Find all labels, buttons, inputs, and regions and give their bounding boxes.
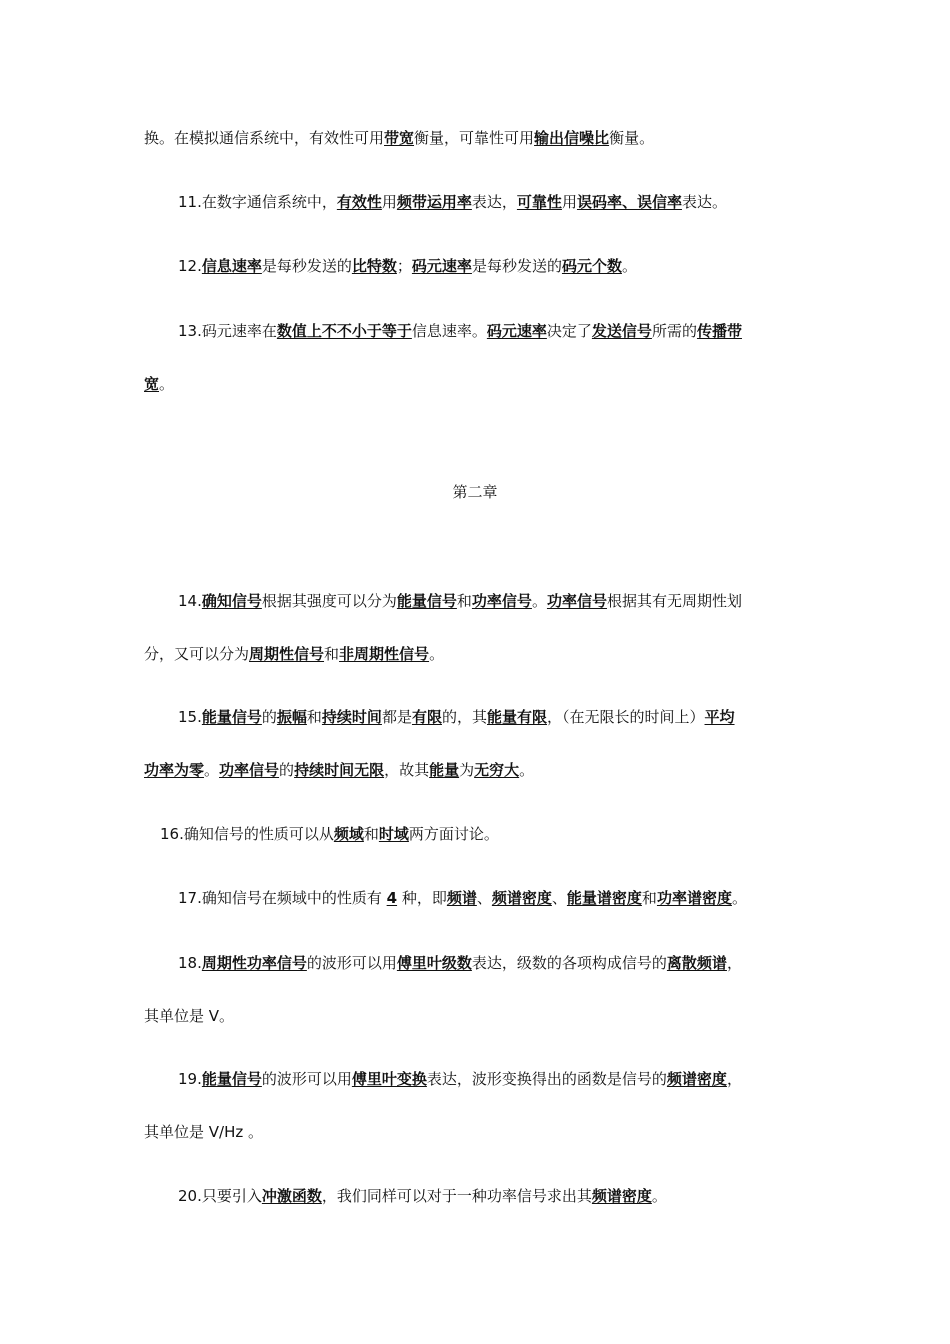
text-segment: 。 bbox=[429, 645, 445, 663]
text-segment: 。 bbox=[531, 592, 547, 610]
key-term: 功率信号 bbox=[471, 592, 532, 610]
text-segment: 表达， bbox=[471, 193, 517, 211]
item-18 bbox=[178, 953, 742, 973]
key-term: 频谱 bbox=[446, 889, 477, 907]
item-14 bbox=[178, 591, 742, 611]
text-segment: 15. bbox=[178, 708, 202, 726]
key-term: 能量信号 bbox=[201, 1070, 262, 1088]
text-segment: 。 bbox=[651, 1187, 667, 1205]
text-segment: 所需的 bbox=[651, 322, 697, 340]
text-segment: 根据其强度可以分为 bbox=[261, 592, 397, 610]
key-term: 能量有限 bbox=[486, 708, 547, 726]
text-segment: 和 bbox=[324, 645, 340, 663]
text-segment: 衡量，可靠性可用 bbox=[414, 129, 535, 147]
text-segment: 的 bbox=[279, 761, 295, 779]
item-11 bbox=[178, 192, 727, 212]
item-19 bbox=[178, 1069, 742, 1089]
key-term: 能量谱密度 bbox=[566, 889, 642, 907]
key-term: 频谱密度 bbox=[491, 889, 552, 907]
key-term: 非周期性信号 bbox=[339, 645, 430, 663]
text-segment: 都是 bbox=[381, 708, 412, 726]
key-term: 冲激函数 bbox=[261, 1187, 322, 1205]
text-segment: 。 bbox=[519, 761, 535, 779]
text-segment: 其单位是 V。 bbox=[144, 1007, 235, 1025]
key-term: 功率为零 bbox=[144, 761, 205, 779]
key-term: 频带运用率 bbox=[396, 193, 472, 211]
text-segment: 17.确知信号在频域中的性质有 bbox=[178, 889, 387, 907]
key-term: 宽 bbox=[144, 375, 160, 393]
text-segment: 和 bbox=[456, 592, 472, 610]
key-term: 功率谱密度 bbox=[656, 889, 732, 907]
key-term: 带宽 bbox=[384, 129, 415, 147]
item-15-cont bbox=[144, 760, 534, 780]
text-segment: ； bbox=[396, 257, 412, 275]
text-segment: 19. bbox=[178, 1070, 202, 1088]
text-segment: 13.码元速率在 bbox=[178, 322, 277, 340]
item-12 bbox=[178, 256, 637, 276]
text-segment: 18. bbox=[178, 954, 202, 972]
key-term: 振幅 bbox=[276, 708, 307, 726]
key-term: 平均 bbox=[704, 708, 735, 726]
item-18-cont bbox=[144, 1006, 234, 1026]
text-segment: 为 bbox=[459, 761, 475, 779]
key-term: 确知信号 bbox=[201, 592, 262, 610]
key-term: 功率信号 bbox=[546, 592, 607, 610]
key-term: 周期性信号 bbox=[249, 645, 325, 663]
key-term: 传播带 bbox=[696, 322, 742, 340]
key-term: 有效性 bbox=[336, 193, 382, 211]
key-term: 能量信号 bbox=[396, 592, 457, 610]
text-segment: 和 bbox=[306, 708, 322, 726]
text-segment: ，故其 bbox=[384, 761, 430, 779]
chapter-heading bbox=[0, 482, 950, 502]
item-13 bbox=[178, 321, 742, 341]
text-segment: 的波形可以用 bbox=[306, 954, 397, 972]
text-segment: 表达，级数的各项构成信号的 bbox=[471, 954, 667, 972]
text-segment: 根据其有无周期性划 bbox=[606, 592, 742, 610]
item-19-cont bbox=[144, 1122, 263, 1142]
text-segment: 的波形可以用 bbox=[261, 1070, 352, 1088]
key-term: 持续时间无限 bbox=[294, 761, 385, 779]
text-segment: 用 bbox=[381, 193, 397, 211]
key-term: 周期性功率信号 bbox=[201, 954, 307, 972]
text-segment: 两方面讨论。 bbox=[408, 825, 499, 843]
text-segment: 决定了 bbox=[546, 322, 592, 340]
text-segment: 的 bbox=[261, 708, 277, 726]
key-term: 频谱密度 bbox=[591, 1187, 652, 1205]
text-segment: 。 bbox=[204, 761, 220, 779]
item-17 bbox=[178, 888, 747, 908]
key-term: 功率信号 bbox=[219, 761, 280, 779]
key-term: 能量 bbox=[429, 761, 460, 779]
item-20 bbox=[178, 1186, 667, 1206]
text-segment: ，（在无限长的时间上） bbox=[547, 708, 705, 726]
text-segment: 、 bbox=[551, 889, 567, 907]
key-term: 离散频谱 bbox=[666, 954, 727, 972]
text-segment: ， bbox=[726, 1070, 742, 1088]
key-term: 信息速率 bbox=[201, 257, 262, 275]
text-segment: 衡量。 bbox=[609, 129, 655, 147]
key-term: 无穷大 bbox=[474, 761, 520, 779]
key-term: 能量信号 bbox=[201, 708, 262, 726]
text-segment: ， bbox=[726, 954, 742, 972]
key-term: 输出信噪比 bbox=[534, 129, 610, 147]
key-term: 傅里叶级数 bbox=[396, 954, 472, 972]
key-term: 数值上不不小于等于 bbox=[276, 322, 412, 340]
text-segment: 。 bbox=[731, 889, 747, 907]
text-segment: ，我们同样可以对于一种功率信号求出其 bbox=[321, 1187, 592, 1205]
text-segment: 表达，波形变换得出的函数是信号的 bbox=[426, 1070, 667, 1088]
key-term: 码元速率 bbox=[411, 257, 472, 275]
text-segment: 。 bbox=[159, 375, 175, 393]
key-term: 比特数 bbox=[351, 257, 397, 275]
item-13-cont bbox=[144, 374, 174, 394]
item-16 bbox=[160, 824, 499, 844]
text-segment: 16.确知信号的性质可以从 bbox=[160, 825, 334, 843]
key-term: 持续时间 bbox=[321, 708, 382, 726]
key-term: 发送信号 bbox=[591, 322, 652, 340]
text-segment: 第二章 bbox=[452, 483, 498, 501]
text-segment: 是每秒发送的 bbox=[261, 257, 352, 275]
key-term: 可靠性 bbox=[516, 193, 562, 211]
key-term: 码元速率 bbox=[486, 322, 547, 340]
text-segment: 的，其 bbox=[441, 708, 487, 726]
key-term: 时域 bbox=[378, 825, 409, 843]
text-segment: 12. bbox=[178, 257, 202, 275]
text-segment: 20.只要引入 bbox=[178, 1187, 262, 1205]
text-segment: 和 bbox=[641, 889, 657, 907]
key-term: 频谱密度 bbox=[666, 1070, 727, 1088]
text-segment: 是每秒发送的 bbox=[471, 257, 562, 275]
key-term: 有限 bbox=[411, 708, 442, 726]
key-term: 4 bbox=[386, 889, 398, 907]
text-segment: 其单位是 V/Hz 。 bbox=[144, 1123, 264, 1141]
text-segment: 14. bbox=[178, 592, 202, 610]
text-line bbox=[144, 128, 654, 148]
text-segment: 换。在模拟通信系统中，有效性可用 bbox=[144, 129, 385, 147]
item-14-cont bbox=[144, 644, 444, 664]
text-segment: 分，又可以分为 bbox=[144, 645, 250, 663]
text-segment: 和 bbox=[363, 825, 379, 843]
text-segment: 表达。 bbox=[681, 193, 727, 211]
text-segment: 用 bbox=[561, 193, 577, 211]
key-term: 误码率、误信率 bbox=[576, 193, 682, 211]
text-segment: 信息速率。 bbox=[411, 322, 487, 340]
key-term: 频域 bbox=[333, 825, 364, 843]
text-segment: 11.在数字通信系统中， bbox=[178, 193, 337, 211]
text-segment: 、 bbox=[476, 889, 492, 907]
item-15 bbox=[178, 707, 735, 727]
text-segment: 种，即 bbox=[397, 889, 447, 907]
key-term: 傅里叶变换 bbox=[351, 1070, 427, 1088]
text-segment: 。 bbox=[621, 257, 637, 275]
key-term: 码元个数 bbox=[561, 257, 622, 275]
